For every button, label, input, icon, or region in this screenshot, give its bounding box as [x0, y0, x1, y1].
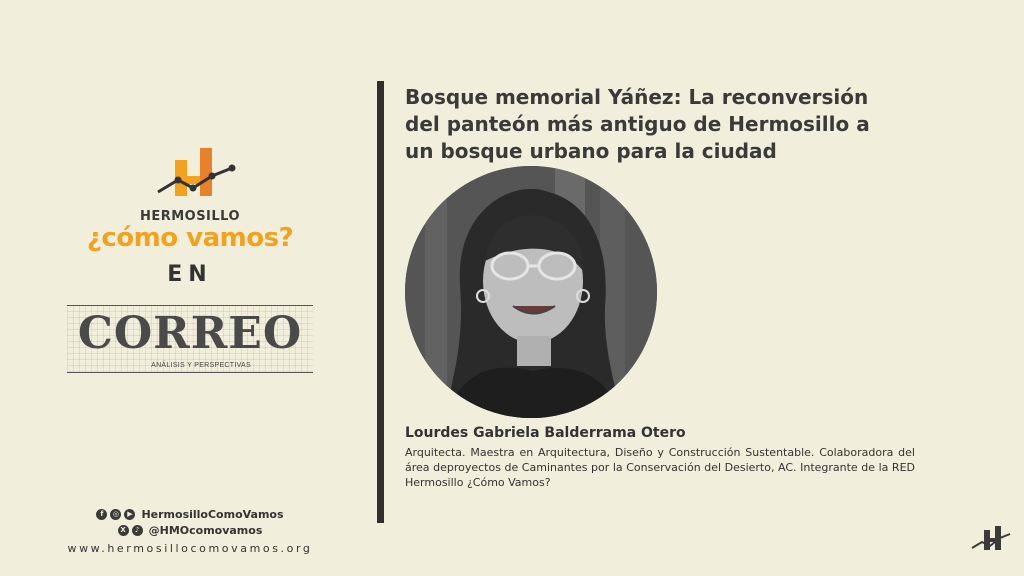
correo-logo	[67, 305, 313, 373]
facebook-icon[interactable]: f	[96, 509, 107, 520]
brand-name: HERMOSILLO	[139, 209, 241, 224]
brand-tagline: ¿cómo vamos?	[86, 223, 294, 253]
author-portrait	[405, 166, 657, 418]
vertical-divider	[377, 81, 384, 523]
social-links	[50, 506, 330, 555]
correo-wordmark: CORREO	[77, 308, 303, 359]
website-link[interactable]: www.hermosillocomovamos.org	[67, 542, 313, 555]
tiktok-icon[interactable]: ♪	[132, 525, 143, 536]
corner-logo-icon	[970, 524, 1012, 558]
article-title	[405, 84, 975, 165]
social-row-2	[50, 522, 330, 538]
x-icon[interactable]: X	[118, 525, 129, 536]
title-line-2: del panteón más antiguo de Hermosillo a	[405, 112, 870, 136]
brand-block	[50, 140, 330, 373]
social-row-1	[50, 506, 330, 522]
hcv-chart-logo-icon	[50, 140, 330, 215]
title-line-3: un bosque urbano para la ciudad	[405, 139, 777, 163]
correo-subtitle: ANÁLISIS Y PERSPECTIVAS	[151, 362, 251, 369]
connector-text: EN	[167, 262, 213, 287]
author-bio: Arquitecta. Maestra en Arquitectura, Diseño y Construcción Sustentable. Colaboradora del área deproyectos de Caminantes por la Conservación del Desierto, AC. Integrante de la RED Hermosillo ¿Cómo Vamos?	[405, 446, 915, 489]
youtube-icon[interactable]: ▶	[124, 509, 135, 520]
social-handle-2[interactable]: @HMOcomovamos	[148, 523, 263, 537]
author-name: Lourdes Gabriela Balderrama Otero	[405, 425, 686, 441]
title-line-1: Bosque memorial Yáñez: La reconversión	[405, 85, 869, 109]
instagram-icon[interactable]: ◎	[110, 509, 121, 520]
social-handle-1[interactable]: HermosilloComoVamos	[141, 507, 284, 521]
